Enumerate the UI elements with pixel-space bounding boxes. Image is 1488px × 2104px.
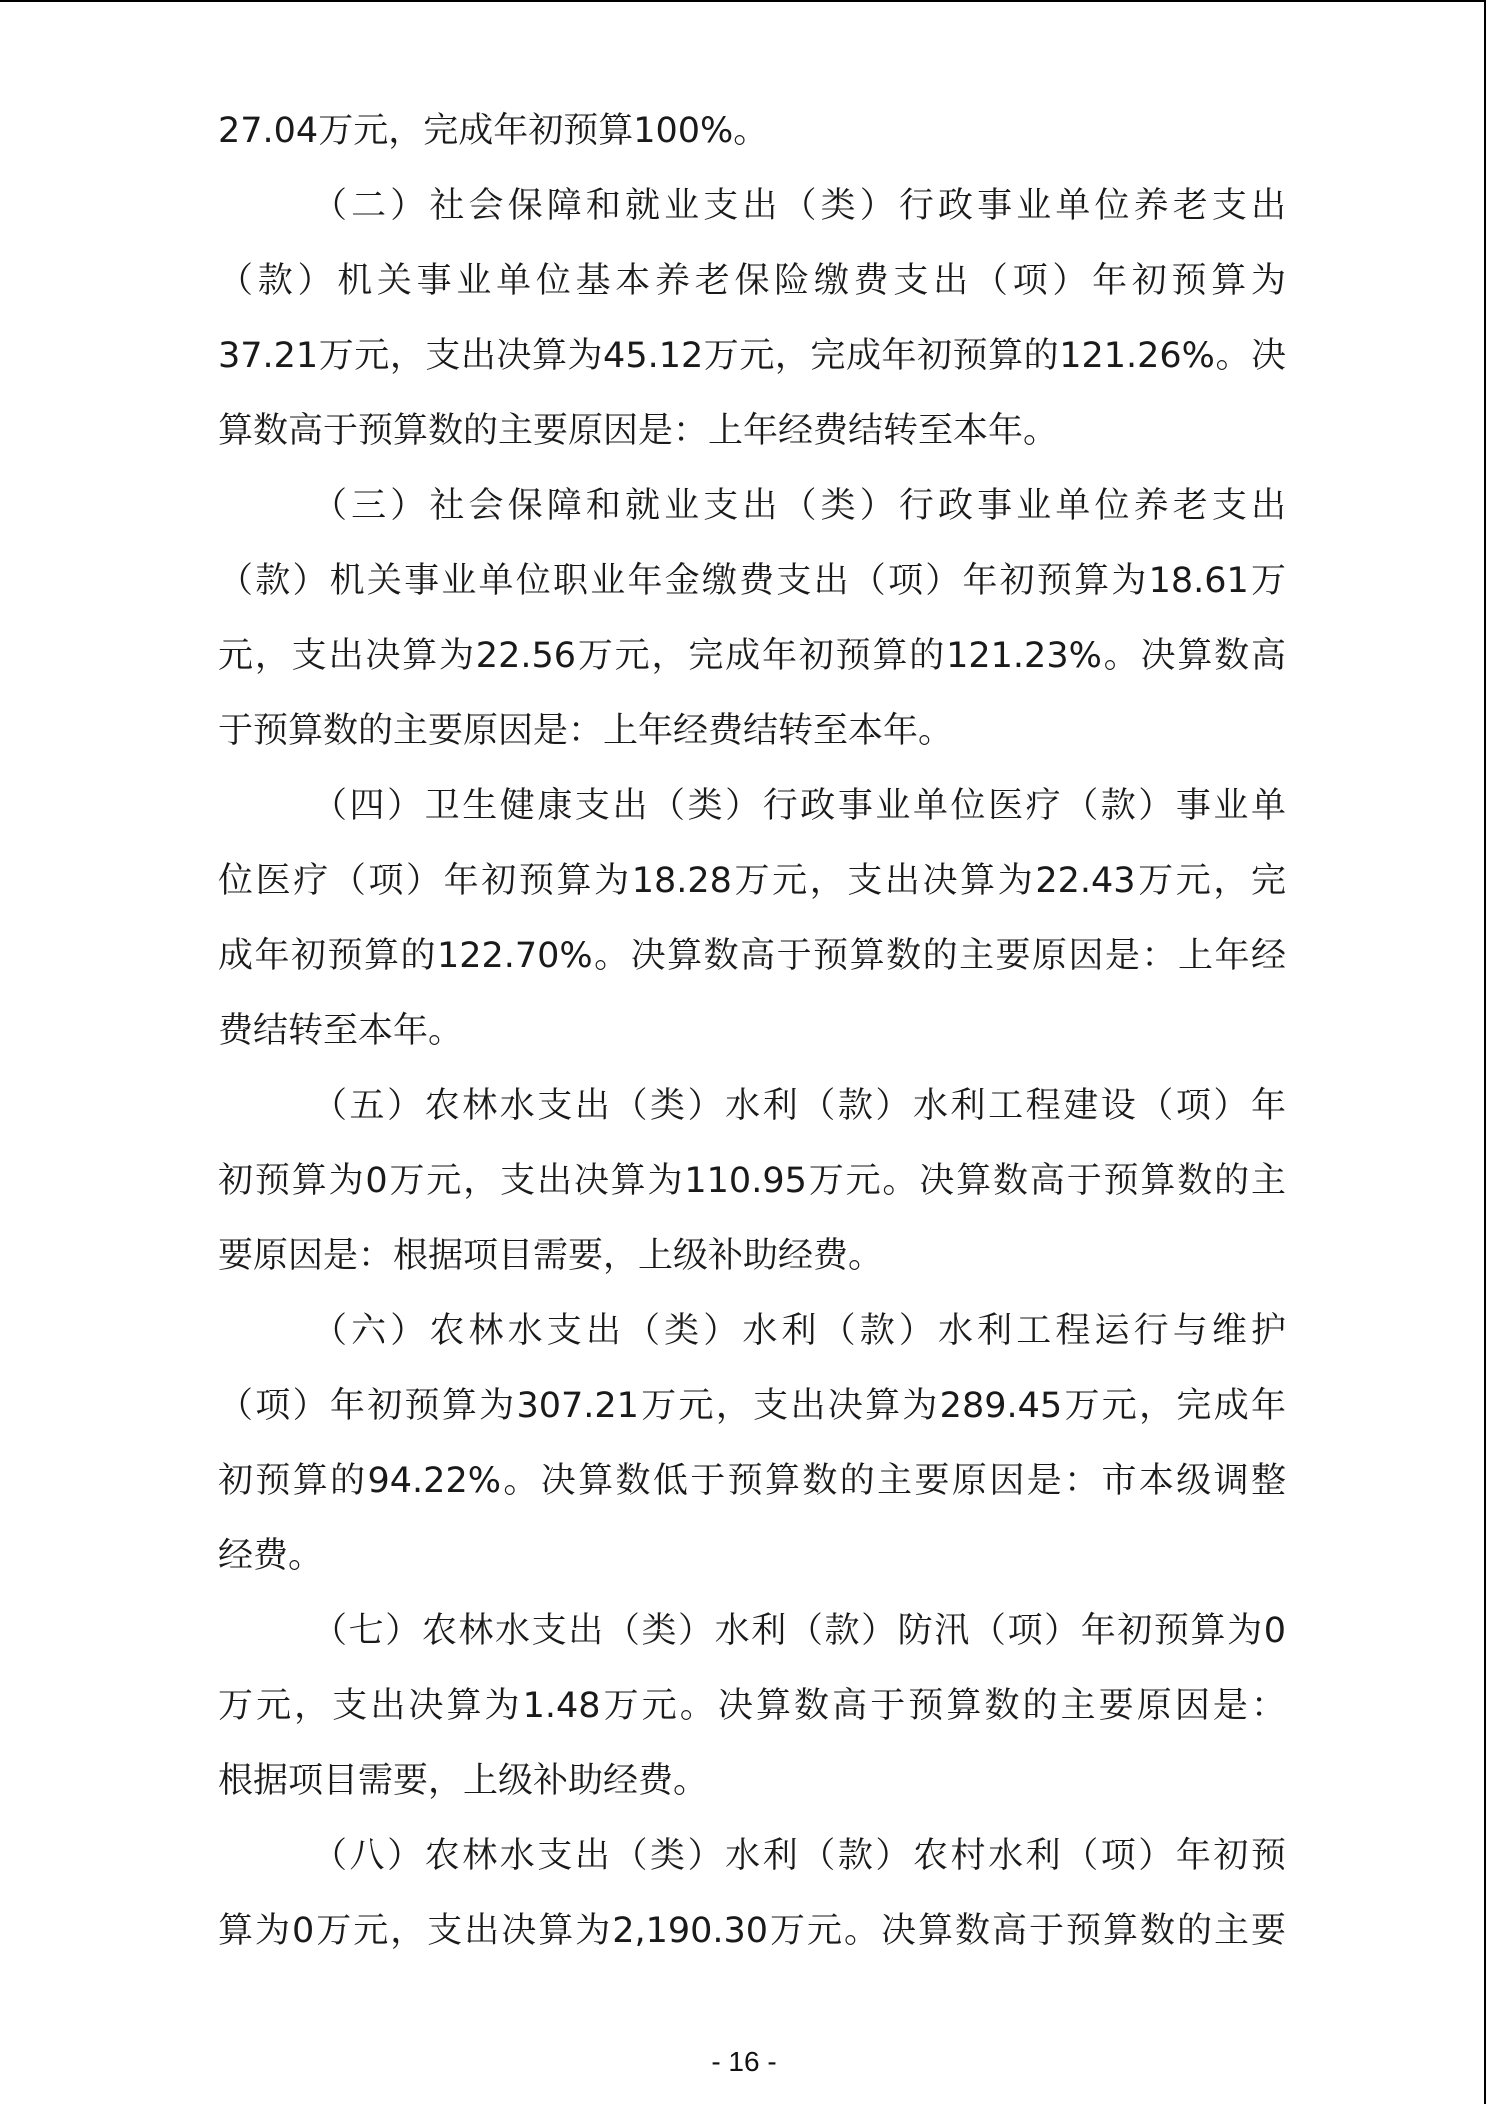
text-line: （四）卫生健康支出（类）行政事业单位医疗（款）事业单 xyxy=(312,786,1286,826)
text-line: 成年初预算的122.70%。决算数高于预算数的主要原因是：上年经 xyxy=(218,936,1286,976)
text-line: 根据项目需要，上级补助经费。 xyxy=(218,1761,709,1801)
document-body xyxy=(218,94,1286,1969)
text-line: （八）农林水支出（类）水利（款）农村水利（项）年初预 xyxy=(312,1836,1286,1876)
text-line: 万元，支出决算为1.48万元。决算数高于预算数的主要原因是： xyxy=(218,1686,1286,1726)
text-line: （款）机关事业单位基本养老保险缴费支出（项）年初预算为 xyxy=(218,261,1286,301)
text-line: （项）年初预算为307.21万元，支出决算为289.45万元，完成年 xyxy=(218,1386,1286,1426)
text-line: （款）机关事业单位职业年金缴费支出（项）年初预算为18.61万 xyxy=(218,561,1286,601)
text-line: 要原因是：根据项目需要，上级补助经费。 xyxy=(218,1236,884,1276)
text-line: （二）社会保障和就业支出（类）行政事业单位养老支出 xyxy=(312,186,1286,226)
text-line: （六）农林水支出（类）水利（款）水利工程运行与维护 xyxy=(312,1311,1286,1351)
text-line: 于预算数的主要原因是：上年经费结转至本年。 xyxy=(218,711,954,751)
text-line: 初预算为0万元，支出决算为110.95万元。决算数高于预算数的主 xyxy=(218,1161,1286,1201)
text-line: （七）农林水支出（类）水利（款）防汛（项）年初预算为0 xyxy=(312,1611,1286,1651)
text-line: 27.04万元，完成年初预算100%。 xyxy=(218,111,769,151)
text-line: （五）农林水支出（类）水利（款）水利工程建设（项）年 xyxy=(312,1086,1286,1126)
text-line: 位医疗（项）年初预算为18.28万元，支出决算为22.43万元，完 xyxy=(218,861,1286,901)
text-line: 算数高于预算数的主要原因是：上年经费结转至本年。 xyxy=(218,411,1059,451)
text-line: 经费。 xyxy=(218,1536,324,1576)
text-line: （三）社会保障和就业支出（类）行政事业单位养老支出 xyxy=(312,486,1286,526)
page-number: - 16 - xyxy=(711,2046,777,2077)
text-line: 初预算的94.22%。决算数低于预算数的主要原因是：市本级调整 xyxy=(218,1461,1286,1501)
text-line: 费结转至本年。 xyxy=(218,1011,464,1051)
text-line: 算为0万元，支出决算为2,190.30万元。决算数高于预算数的主要 xyxy=(218,1911,1286,1951)
text-line: 37.21万元，支出决算为45.12万元，完成年初预算的121.26%。决 xyxy=(218,336,1286,376)
text-line: 元，支出决算为22.56万元，完成年初预算的121.23%。决算数高 xyxy=(218,636,1286,676)
